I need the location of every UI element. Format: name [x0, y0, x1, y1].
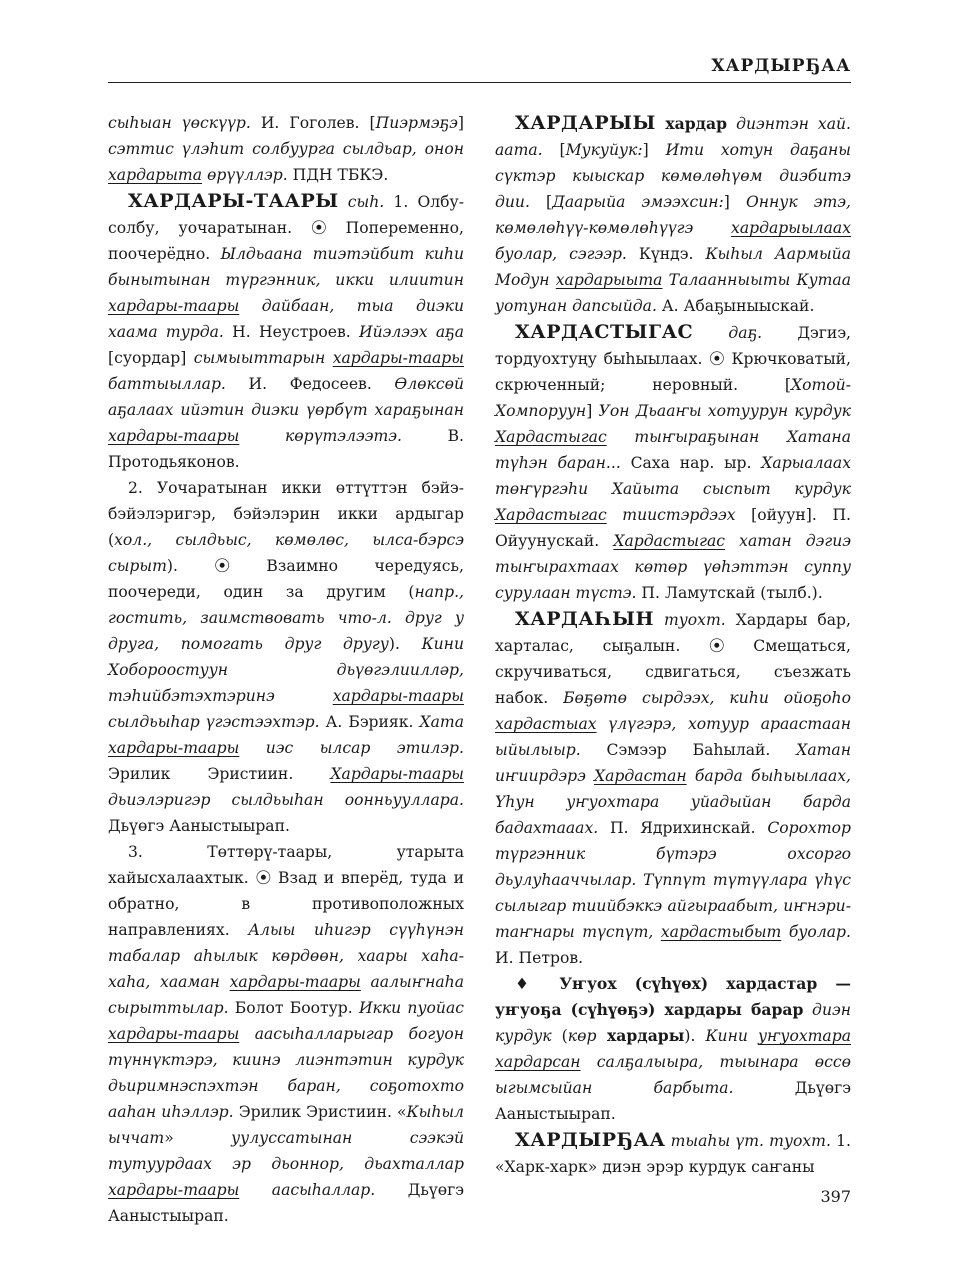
italic-text: хол., сылдьыс, көмөлөс, ылса-бэрсэ сырыт	[108, 531, 464, 575]
italic-text: Уон Дьааҥы хотуурун курдук	[598, 402, 851, 420]
italic-text: Хотой-Хомпоруун	[495, 376, 851, 420]
italic-text: Талаанныыты Кутаа уотунан дапсыйда.	[495, 271, 852, 315]
italic-text: Кини	[705, 1027, 758, 1045]
text-run: И. Федосеев.	[225, 375, 395, 393]
text-run: Дэгиэ, тордуохтуңу быһыылаах. ⦿ Крючковатый, скрюченный; неровный. [	[495, 324, 852, 394]
paragraph	[495, 971, 851, 1127]
italic-text: тыҥыраҕынан Хатана түһэн баран...	[495, 428, 851, 472]
italic-text: салҕалыыра, тыынара өссө ыгымсыйан барбыта.	[495, 1053, 851, 1097]
paragraph	[495, 1127, 851, 1180]
underlined-example: хардары-таары	[332, 687, 464, 705]
paragraph	[108, 475, 464, 839]
underlined-example: хардарыыта	[555, 271, 663, 289]
text-run: 3. Төттөрү-таары, утарыта хайысхалаахтык. ⦿ Взад и вперёд, туда и обратно, в противоположных направлениях.	[108, 843, 464, 939]
italic-text: дьиэлэригэр сылдьыһан оонньууллара.	[108, 791, 464, 809]
underlined-example: хардарыта	[108, 166, 203, 184]
paragraph	[108, 188, 464, 475]
text-run: 2. Уочаратынан икки өттүттэн бэйэ-бэйэлэригэр, бэйэлэрин икки ардыгар (	[108, 479, 464, 549]
paragraph	[108, 839, 464, 1229]
paragraph	[108, 110, 464, 188]
text-run: Сэмээр Баһылай.	[580, 741, 797, 759]
underlined-example: уҥуохтара хардарсан	[495, 1027, 851, 1071]
italic-text: көр	[567, 1027, 597, 1045]
text-run: ]	[586, 402, 599, 420]
underlined-example: хардастыбыт	[660, 923, 782, 941]
italic-text: Пиэрмэҕэ	[375, 114, 458, 132]
text-run: И. Петров.	[495, 949, 584, 967]
italic-text: Сорохтор түргэнник бүтэрэ охсорго дьулуһааччылар. Түппүт түтүүлара үһүс сылыгар тиийбэккэ айгыраабыт, иҥнэри-таҥнары түспүт,	[495, 819, 851, 941]
text-run: ). ⦿ Взаимно чередуясь, поочереди, один за другим (	[108, 557, 464, 601]
italic-text: буолар, сэгээр.	[495, 245, 627, 263]
italic-text: даҕ.	[693, 324, 763, 342]
text-run: ]	[642, 141, 666, 159]
headword: ХАРДАРЫЫ	[515, 112, 656, 134]
italic-text: сыһ.	[338, 193, 385, 211]
bold-text: Уҥуох (сүһүөх) хардастар — уҥуоҕа (сүһүөҕэ) хардары барар	[495, 974, 852, 1019]
italic-text: Мукуйук:	[565, 141, 643, 159]
italic-text: Хата	[419, 713, 464, 731]
text-run: ]	[723, 193, 746, 211]
italic-text: сымыыттарын	[193, 349, 333, 367]
text-run: ).	[684, 1027, 706, 1045]
text-run: [	[559, 141, 566, 159]
text-run: ♦	[515, 975, 560, 993]
italic-text: Ылдьаана тиэтэйбит киһи бынытынан түргэнник, икки илиитин	[108, 245, 465, 289]
headword: ХАРДЫРҔАА	[515, 1129, 666, 1151]
underlined-example: хардары-таары	[108, 1181, 240, 1199]
text-run: ).	[388, 635, 422, 653]
text-run: П. Ламутскай (тылб.).	[636, 584, 823, 602]
italic-text: көрүтэлээтэ.	[239, 427, 402, 445]
underlined-example: хардары-таары	[229, 973, 361, 991]
text-run: »	[164, 1129, 232, 1147]
underlined-example: Хардары-таары	[330, 765, 464, 783]
italic-text: Кыһыл ыччат	[108, 1103, 464, 1147]
text-run: (	[551, 1027, 568, 1045]
underlined-example: Хардастыгас	[495, 428, 607, 446]
italic-text: Икки пуойас	[358, 999, 464, 1017]
italic-text: Өлөксөй аҕалаах ийэтин диэки үөрбүт хараҕынан	[108, 375, 464, 419]
italic-text: аалыҥнаһа сырыттылар.	[108, 973, 465, 1017]
italic-text: сэттис үлэһит солбуурга сылдьар, онон	[108, 140, 464, 158]
italic-text: диэн курдук	[495, 1001, 851, 1045]
italic-text: сылдьыһар үгэстээхтэр.	[108, 713, 320, 731]
text-run: Н. Неустроев.	[223, 323, 359, 341]
text-run: 1. «Харк-харк» диэн эрэр курдук саҥаны	[495, 1132, 851, 1176]
italic-text: Кыһыл Аармыйа Модун	[495, 245, 851, 289]
italic-text: баттыыллар.	[108, 375, 226, 393]
italic-text: напр., гостить, заимствовать что-л. друг у друга, помогать друг другу	[108, 583, 464, 653]
italic-text: өрүүллэр.	[202, 166, 288, 184]
italic-text: аасыһаллар.	[239, 1181, 376, 1199]
italic-text: аасыһалларыгар богуон түннүктэрэ, киинэ лиэнтэтин курдук дьиримнэспэхтэн баран, соҕотохто ааһан иһэллэр.	[108, 1025, 464, 1121]
italic-text: Кини Хобороостуун дьүөгэлиилләр, тэһийбэтэхтэринэ	[108, 635, 464, 705]
italic-text: Ити хотун даҕаны сүктэр кыыскар көмөлөһүөм диэбитэ дии.	[495, 141, 851, 211]
italic-text: Харыалаах төҥүргэһи Хайыта сыспыт курдук	[495, 454, 851, 498]
text-run: Эрилик Эристиин. «	[233, 1103, 407, 1121]
underlined-example: хардастыах	[495, 715, 597, 733]
italic-text: барда быһыылаах, Үһун уҥуохтара уйадыйан барда бадахтааах.	[495, 767, 851, 837]
text-run: [	[546, 193, 553, 211]
italic-text: Хатан иҥиирдэрэ	[495, 741, 851, 785]
text-run: [ойуун]. П. Ойуунускай.	[495, 506, 851, 550]
italic-text: Алыы иһигэр сүүһүнэн табалар аһылык көрдөөн, хаары хаһа-хаһа, хааман	[108, 921, 464, 991]
italic-text: туохт.	[653, 611, 726, 629]
italic-text: Ийэлээх аҕа	[358, 323, 465, 341]
text-run: П. Ядрихинскай.	[598, 819, 768, 837]
text-run: И. Гоголев. [	[250, 114, 376, 132]
text-run: В. Протодьяконов.	[108, 427, 464, 471]
italic-text: сыһыан үөскүүр.	[108, 114, 251, 132]
bold-text: хардар	[655, 114, 728, 133]
italic-text: уулуссатынан сээкэй тутуурдаах эр дьоннор, дьахталлар	[108, 1129, 464, 1173]
headword: ХАРДАҺЫН	[515, 608, 654, 630]
paragraph	[495, 110, 851, 319]
underlined-example: хардары-таары	[108, 297, 240, 315]
text-run: Эрилик Эристиин.	[108, 765, 331, 783]
italic-text: дайбаан, тыа диэки хаама турда.	[108, 297, 464, 341]
text-run: Дьүөгэ Ааныстыырап.	[108, 817, 290, 835]
italic-text: Оннук этэ, көмөлөһүү-көмөлөһүүгэ	[495, 193, 851, 237]
paragraph	[495, 319, 851, 606]
text-run: Саха нар. ыр.	[620, 454, 762, 472]
italic-text: тыаһы үт. туохт.	[665, 1132, 831, 1150]
page-number: 397	[820, 1187, 851, 1206]
text-run: 1. Олбу-солбу, уочаратынан. ⦿ Попеременно, поочерёдно.	[108, 193, 464, 263]
underlined-example: Хардастыгас	[613, 532, 726, 550]
italic-text: хатан дэгиэ тыҥырахтаах көтөр үөһэттэн суппу сурулаан түстэ.	[495, 532, 851, 602]
text-run: ПДН ТБКЭ.	[287, 166, 389, 184]
underlined-example: хардары-таары	[108, 739, 240, 757]
bold-text: хардары	[596, 1026, 685, 1045]
text-run: Болот Боотур.	[228, 999, 359, 1017]
text-run: Хардары бар, харталас, сыҕалын. ⦿ Смещаться, скручиваться, сдвигаться, съезжать набок.	[495, 611, 852, 707]
italic-text: тиистэрдээх	[606, 506, 736, 524]
headword: ХАРДАРЫ-ТААРЫ	[128, 190, 339, 212]
text-run: ]	[457, 114, 465, 132]
text-run: А. Бэрияк.	[319, 713, 420, 731]
italic-text: диэнтэн хай. аата.	[495, 115, 851, 159]
text-run: А. Абаҕыныыскай.	[656, 297, 815, 315]
paragraph	[495, 606, 851, 971]
underlined-example: хардары-таары	[108, 1025, 240, 1043]
underlined-example: хардары-таары	[108, 427, 240, 445]
right-column	[495, 110, 851, 1180]
italic-text: иэс ылсар этилэр.	[239, 739, 464, 757]
header-rule	[108, 82, 851, 83]
italic-text: буолар.	[781, 923, 851, 941]
left-column	[108, 110, 464, 1229]
underlined-example: хардары-таары	[332, 349, 464, 367]
text-run: [суордар]	[108, 349, 194, 367]
italic-text: Бөҕөтө сырдээх, киһи ойоҕоһо	[563, 689, 851, 707]
underlined-example: Хардастыгас	[495, 506, 607, 524]
underlined-example: Хардастан	[594, 767, 687, 785]
underlined-example: хардарыылаах	[731, 219, 851, 237]
running-head: ХАРДЫРҔАА	[711, 56, 851, 76]
text-run: Дьүөгэ Ааныстыырап.	[108, 1181, 464, 1225]
headword: ХАРДАСТЫГАС	[515, 321, 694, 343]
text-run: Дьүөгэ Ааныстыырап.	[495, 1079, 851, 1123]
text-run: Күндэ.	[626, 245, 706, 263]
italic-text: үлүгэрэ, хотуур араастаан ыйылыыр.	[495, 715, 851, 759]
italic-text: Даарыйа эмээхсин:	[552, 193, 724, 211]
